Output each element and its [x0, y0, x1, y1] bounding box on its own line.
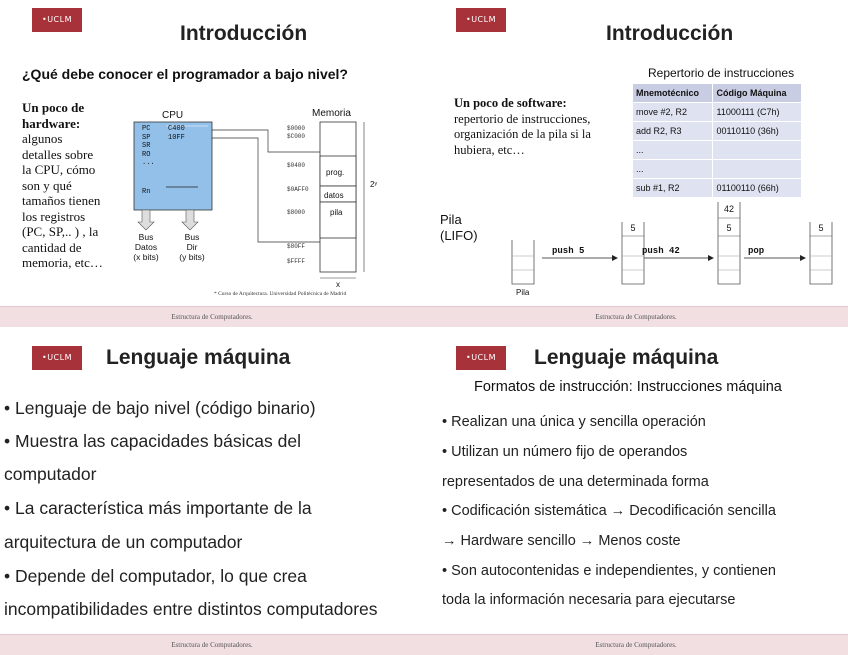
- table-cell: ...: [633, 141, 713, 160]
- bus-label-line: (x bits): [133, 252, 159, 262]
- bullet-line: • La característica más importante de la: [4, 498, 312, 518]
- slide-footer: Estructura de Computadores.: [424, 634, 848, 655]
- bus-label-line: Dir: [186, 242, 198, 252]
- slide-subtitle: Formatos de instrucción: Instrucciones máquina: [474, 379, 782, 395]
- hardware-line: cantidad de: [22, 239, 82, 255]
- register-list: [142, 125, 155, 196]
- mem-block-pila: pila: [330, 208, 343, 217]
- bus-label-line: Bus: [138, 232, 154, 242]
- table-cell: 11000111 (C7h): [713, 103, 802, 122]
- uclm-logo: •UCLM: [456, 8, 506, 32]
- bullet-line: → Hardware sencillo → Menos coste: [442, 533, 681, 549]
- table-caption: Repertorio de instrucciones: [648, 66, 795, 80]
- table-cell: move #2, R2: [633, 103, 713, 122]
- software-line: hubiera, etc…: [454, 142, 525, 157]
- bullet-line: incompatibilidades entre distintos computadores: [4, 599, 378, 619]
- bullet-line: • Utilizan un número fijo de operandos: [442, 444, 688, 460]
- hardware-line: son y qué: [22, 177, 72, 193]
- slide-title: Introducción: [180, 22, 308, 45]
- table-row: [633, 179, 802, 198]
- mem-width-label: x: [336, 280, 340, 289]
- uclm-logo: •UCLM: [32, 8, 82, 32]
- bullet-line: representados de una determinada forma: [442, 474, 709, 490]
- slide-footer: Estructura de Computadores.: [0, 306, 424, 327]
- address: $0AFF0: [287, 186, 309, 193]
- register-value: 10FF: [168, 133, 185, 142]
- bus-dir-label: [174, 232, 210, 262]
- table-cell: sub #1, R2: [633, 179, 713, 198]
- table-row: [633, 122, 802, 141]
- stack-value: 5: [818, 223, 824, 233]
- address: $FFFF: [287, 258, 306, 265]
- hardware-line: los registros: [22, 208, 86, 224]
- stack-value: 5: [630, 223, 636, 233]
- register-name: Rn: [142, 187, 151, 196]
- slide-title: Introducción: [606, 22, 734, 45]
- address: $0400: [287, 162, 306, 169]
- slide-title: Lenguaje máquina: [106, 346, 291, 369]
- bus-label-line: Datos: [134, 242, 158, 252]
- bullet-line: arquitectura de un computador: [4, 532, 243, 552]
- table-cell: [713, 141, 802, 160]
- pila-label: [440, 212, 478, 244]
- op-push42: push 42: [642, 246, 680, 256]
- slide-formatos-instruccion: [424, 328, 848, 655]
- bullet-line: • Depende del computador, lo que crea: [4, 566, 307, 586]
- cpu-label: CPU: [162, 110, 184, 121]
- uclm-logo: •UCLM: [32, 346, 82, 370]
- pila-bottom-label: Pila: [516, 288, 530, 297]
- slide-introduccion-hardware: [0, 0, 424, 327]
- mem-block-prog: prog.: [326, 168, 345, 177]
- address: $8000: [287, 209, 306, 216]
- table-row: [633, 103, 802, 122]
- mem-block-datos: datos: [324, 191, 344, 200]
- slide-lenguaje-maquina: [0, 328, 424, 655]
- hardware-line: la CPU, cómo: [22, 162, 96, 177]
- slide-footer: Estructura de Computadores.: [0, 634, 424, 655]
- register-values: [168, 125, 185, 142]
- bullet-line: • Muestra las capacidades básicas del: [4, 431, 301, 451]
- slide-introduccion-software: [424, 0, 848, 327]
- table-row: [633, 160, 802, 179]
- hardware-line: detalles sobre: [22, 146, 94, 162]
- bullet-line: toda la información necesaria para ejecutarse: [442, 592, 736, 608]
- table-row: [633, 141, 802, 160]
- bullet-line: computador: [4, 464, 97, 484]
- op-push5: push 5: [552, 246, 585, 256]
- mem-size-label: 2ʸ: [370, 180, 378, 189]
- slide-footer: Estructura de Computadores.: [424, 306, 848, 327]
- bullet-line: • Lenguaje de bajo nivel (código binario): [4, 398, 316, 418]
- pila-label-line: Pila: [440, 212, 462, 227]
- table-cell: add R2, R3: [633, 122, 713, 141]
- uclm-logo: •UCLM: [456, 346, 506, 370]
- hardware-line: (PC, SP,.. ) , la: [22, 224, 99, 239]
- bus-datos-label: [128, 232, 164, 262]
- slide-subtitle: ¿Qué debe conocer el programador a bajo nivel?: [22, 66, 348, 82]
- table-cell: [713, 160, 802, 179]
- address: $80FF: [287, 243, 306, 250]
- table-cell: 00110110 (36h): [713, 122, 802, 141]
- register-name: SP: [142, 133, 151, 142]
- bullet-line: • Codificación sistemática → Decodificación sencilla: [442, 503, 776, 519]
- hardware-text: [22, 100, 126, 271]
- register-name: SR: [142, 142, 151, 150]
- software-line: organización de la pila si la: [454, 127, 591, 141]
- table-header: Código Máquina: [713, 84, 802, 103]
- register-value: C400: [168, 125, 185, 133]
- bus-label-line: Bus: [184, 232, 200, 242]
- bullet-line: • Realizan una única y sencilla operación: [442, 414, 706, 430]
- instruction-table: [632, 83, 802, 198]
- stack-value: 5: [726, 223, 732, 233]
- slide-title: Lenguaje máquina: [534, 346, 719, 369]
- register-name: RO: [142, 150, 151, 159]
- software-line: repertorio de instrucciones,: [454, 111, 591, 126]
- software-text: [454, 96, 624, 158]
- hardware-heading: Un poco de hardware:: [22, 100, 85, 131]
- hardware-line: memoria, etc…: [22, 255, 103, 270]
- pila-label-line: (LIFO): [440, 228, 478, 243]
- footnote: * Curso de Arquitectura. Universidad Politécnica de Madrid: [214, 291, 347, 297]
- stack-value: 42: [723, 204, 734, 214]
- memoria-label: Memoria: [312, 108, 351, 119]
- hardware-line: tamaños tienen: [22, 193, 101, 208]
- software-heading: Un poco de software:: [454, 96, 567, 110]
- table-cell: 01100110 (66h): [713, 179, 802, 198]
- table-header: Mnemotécnico: [633, 84, 713, 103]
- register-name: PC: [142, 125, 151, 133]
- op-pop: pop: [748, 246, 765, 256]
- hardware-line: algunos: [22, 131, 63, 146]
- bus-label-line: (y bits): [179, 252, 205, 262]
- address: $0000: [287, 125, 306, 132]
- bullet-line: • Son autocontenidas e independientes, y contienen: [442, 563, 776, 579]
- table-cell: ...: [633, 160, 713, 179]
- address: $C000: [287, 133, 306, 140]
- table-header-row: [633, 84, 802, 103]
- register-name: ...: [142, 159, 155, 167]
